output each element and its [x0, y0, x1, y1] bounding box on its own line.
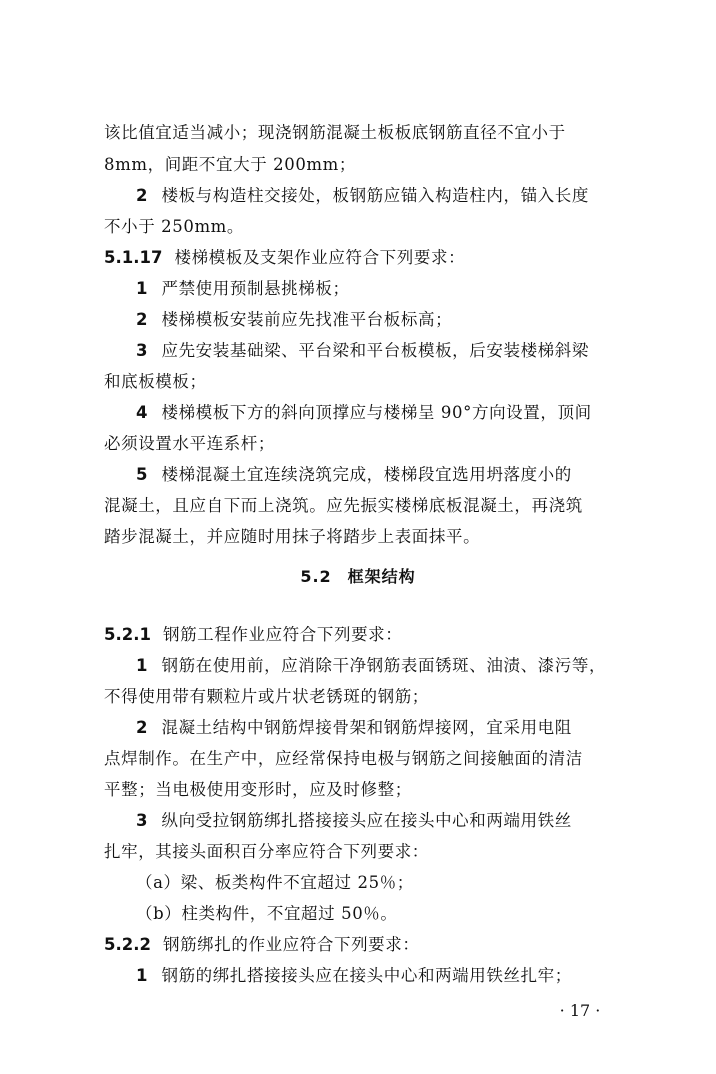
line-text: 严禁使用预制悬挑梯板； [161, 279, 350, 298]
clause-item [136, 274, 634, 304]
clause-item [136, 651, 634, 681]
line-text: 楼梯模板及支架作业应符合下列要求： [174, 248, 466, 267]
line-text: 混凝土结构中钢筋焊接骨架和钢筋焊接网，宜采用电阻 [161, 718, 572, 737]
clause-item [136, 460, 634, 490]
text-line [104, 367, 634, 397]
clause-item [136, 305, 634, 335]
clause-item [136, 398, 634, 428]
line-text: 钢筋工程作业应符合下列要求： [162, 625, 403, 644]
page-number: · 17 · [559, 1001, 601, 1020]
line-text: 钢筋绑扎的作业应符合下列要求： [162, 935, 420, 954]
clause-heading [104, 243, 634, 273]
line-text: 平整；当电极使用变形时，应及时修整； [104, 780, 412, 799]
clause-number: 5.1.17 [104, 248, 163, 267]
line-text: 钢筋的绑扎搭接接头应在接头中心和两端用铁丝扎牢； [161, 966, 572, 985]
text-line [104, 212, 634, 242]
line-text: 混凝土，且应自下而上浇筑。应先振实楼梯底板混凝土，再浇筑 [104, 496, 583, 515]
line-text: （b）柱类构件，不宜超过 50％。 [136, 904, 398, 923]
line-text: 点焊制作。在生产中，应经常保持电极与钢筋之间接触面的清洁 [104, 749, 583, 768]
clause-number: 3 [136, 811, 148, 830]
text-line [104, 118, 634, 148]
clause-number: 1 [136, 279, 148, 298]
clause-number: 5.2.2 [104, 935, 151, 954]
clause-number: 2 [136, 186, 148, 205]
text-line [104, 775, 634, 805]
text-line [104, 744, 634, 774]
line-text: 该比值宜适当减小；现浇钢筋混凝土板板底钢筋直径不宜小于 [104, 123, 566, 142]
section-heading [0, 562, 716, 592]
clause-item [136, 713, 634, 743]
line-text: 纵向受拉钢筋绑扎搭接接头应在接头中心和两端用铁丝 [161, 811, 572, 830]
clause-number: 1 [136, 656, 148, 675]
text-line [104, 491, 634, 521]
sub-item [136, 868, 634, 898]
clause-item [136, 336, 634, 366]
clause-number: 5 [136, 465, 148, 484]
clause-item [136, 181, 634, 211]
clause-number: 2 [136, 718, 148, 737]
clause-item [136, 961, 634, 991]
clause-number: 2 [136, 310, 148, 329]
line-text: （a）梁、板类构件不宜超过 25％； [136, 873, 414, 892]
sub-item [136, 899, 634, 929]
clause-item [136, 806, 634, 836]
line-text: 和底板模板； [104, 372, 207, 391]
line-text: 应先安装基础梁、平台梁和平台板模板，后安装楼梯斜梁 [161, 341, 589, 360]
clause-heading [104, 930, 634, 960]
clause-number: 3 [136, 341, 148, 360]
text-line [104, 150, 634, 180]
line-text: 楼梯模板下方的斜向顶撑应与楼梯呈 90°方向设置，顶间 [161, 403, 592, 422]
text-line [104, 682, 634, 712]
line-text: 扎牢，其接头面积百分率应符合下列要求： [104, 842, 429, 861]
clause-heading [104, 620, 634, 650]
text-line [104, 837, 634, 867]
line-text: 不得使用带有颗粒片或片状老锈斑的钢筋； [104, 687, 429, 706]
clause-number: 4 [136, 403, 148, 422]
line-text: 踏步混凝土，并应随时用抹子将踏步上表面抹平。 [104, 527, 481, 546]
clause-number: 5.2.1 [104, 625, 151, 644]
line-text: 楼梯模板安装前应先找准平台板标高； [161, 310, 453, 329]
line-text: 钢筋在使用前，应消除干净钢筋表面锈斑、油渍、漆污等， [161, 656, 607, 675]
line-text: 楼板与构造柱交接处，板钢筋应锚入构造柱内，锚入长度 [161, 186, 589, 205]
text-line [104, 429, 634, 459]
line-text: 楼梯混凝土宜连续浇筑完成，楼梯段宜选用坍落度小的 [161, 465, 572, 484]
text-line [104, 522, 634, 552]
line-text: 8mm，间距不宜大于 200mm； [104, 155, 357, 174]
line-text: 不小于 250mm。 [104, 217, 245, 236]
section-title-text: 框架结构 [347, 567, 416, 586]
clause-number: 1 [136, 966, 148, 985]
section-number: 5.2 [300, 567, 332, 586]
line-text: 必须设置水平连系杆； [104, 434, 275, 453]
